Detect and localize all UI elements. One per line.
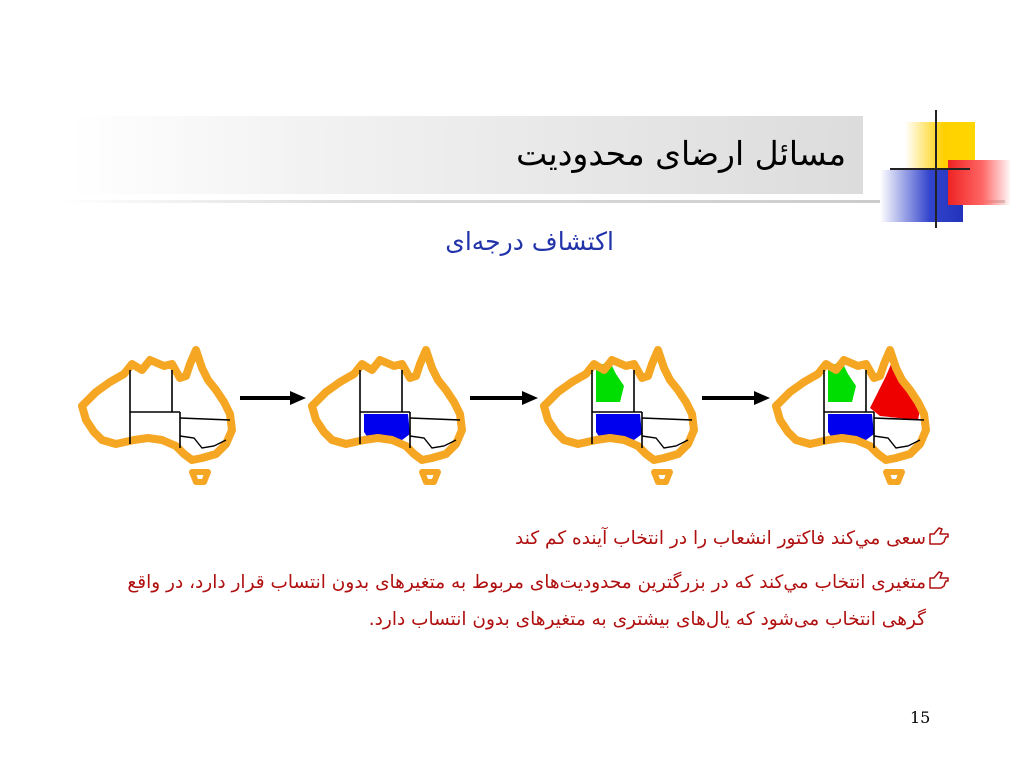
australia-maps-diagram (0, 330, 1024, 490)
australia-map-stage-2 (312, 350, 462, 482)
bullet-item (90, 520, 950, 557)
pointing-hand-icon (928, 520, 950, 557)
australia-map-stage-1 (82, 350, 232, 482)
bullet-text: سعی مي‌کند فاکتور انشعاب را در انتخاب آینده کم کند (515, 528, 926, 549)
bullet-list (90, 520, 950, 638)
bullet-text: متغیری انتخاب مي‌کند که در بزرگترین محدودیت‌های مربوط به متغیرهای بدون انتساب قرار دارد، در واقع گرهی انتخاب می‌شود که یال‌های بیشتری به متغیرهای بدون انتساب دارد. (127, 572, 926, 630)
australia-map-stage-4 (776, 350, 926, 482)
arrow-right-icon (702, 391, 770, 405)
australia-map-stage-3 (544, 350, 694, 482)
page-number: 15 (910, 708, 931, 727)
slide-title: مسائل ارضای محدودیت (516, 134, 846, 173)
pointing-hand-icon (928, 564, 950, 601)
title-divider (60, 200, 1005, 203)
arrow-right-icon (240, 391, 306, 405)
decor-red-square (948, 160, 1010, 205)
arrow-right-icon (470, 391, 538, 405)
bullet-item (90, 564, 950, 638)
slide-subtitle: اکتشاف درجه‌ای (445, 227, 614, 256)
decor-horizontal-line (890, 168, 970, 170)
